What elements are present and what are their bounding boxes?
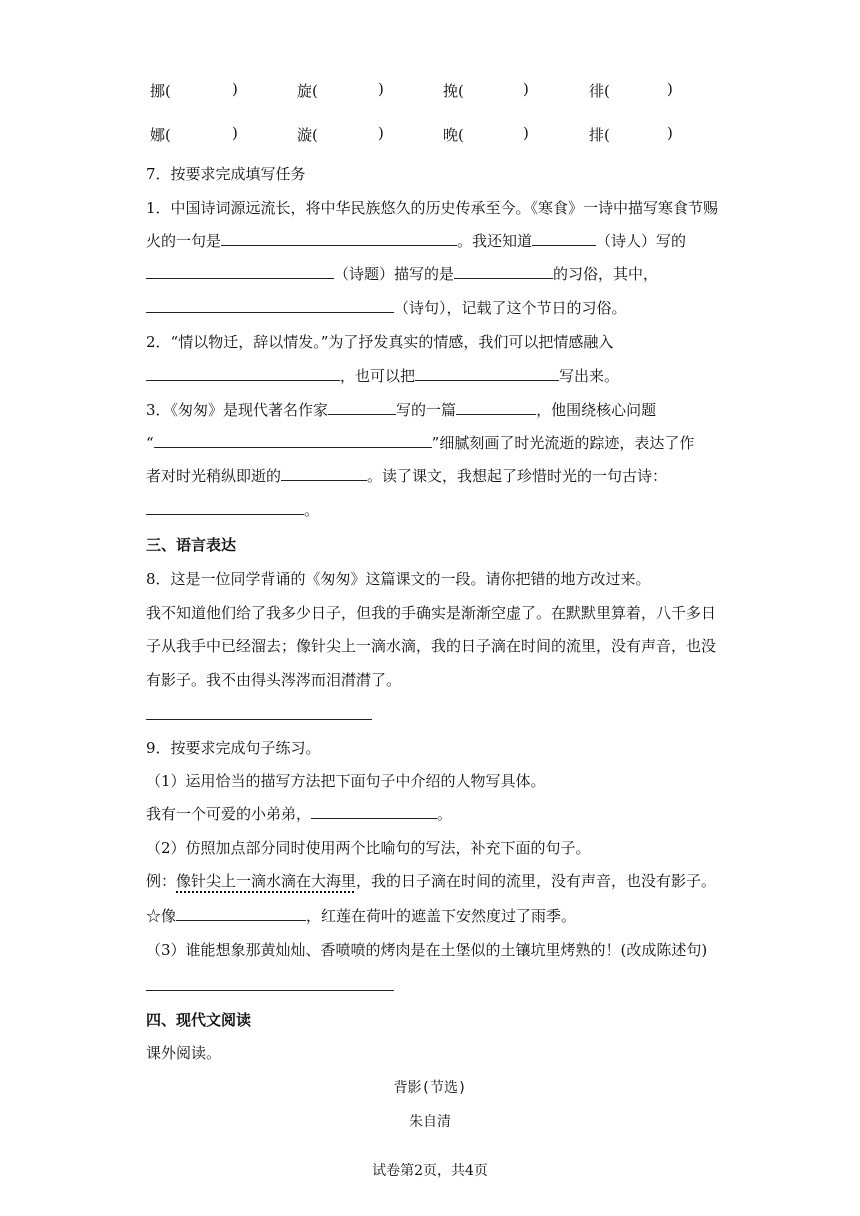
char-item: 挪( (150, 82, 171, 100)
q7-title: 7．按要求完成填写任务 (146, 165, 306, 183)
text: 例： (146, 872, 177, 890)
text: 。我还知道 (457, 232, 533, 250)
blank[interactable] (454, 264, 553, 279)
blank[interactable] (146, 298, 394, 313)
text: 的习俗，其中， (553, 265, 659, 283)
blank[interactable] (456, 400, 536, 415)
char-item: 挽( (443, 82, 464, 100)
char-paren: ) (378, 124, 384, 142)
text: 。读了课文，我想起了珍惜时光的一句古诗： (367, 467, 668, 485)
q7-p3-line1 (146, 400, 656, 420)
reading-intro: 课外阅读。 (146, 1044, 222, 1062)
q7-p3-line2 (146, 433, 694, 453)
char-paren: ) (232, 124, 238, 142)
blank[interactable] (221, 231, 457, 246)
char-paren: ) (667, 80, 673, 98)
text: ，也可以把 (340, 367, 416, 385)
article-author: 朱自清 (409, 1114, 451, 1130)
text: （诗句），记载了这个节日的习俗。 (394, 299, 627, 317)
article-title: 背影(节选) (393, 1080, 467, 1096)
q9-part3-answer-line[interactable] (146, 990, 394, 991)
blank[interactable] (176, 906, 306, 921)
dotted-text: 像针尖上一滴水滴在大海里 (176, 872, 357, 890)
char-paren: ) (667, 124, 673, 142)
q8-passage-line: 有影子。我不由得头涔涔而泪潸潸了。 (146, 671, 402, 689)
char-paren: ) (232, 80, 238, 98)
text: ☆像 (146, 907, 177, 925)
q8-passage-line: 子从我手中已经溜去；像针尖上一滴水滴，我的日子滴在时间的流里，没有声音，也没 (146, 637, 717, 655)
text: 火的一句是 (146, 232, 222, 250)
q7-p2-line1: 2．“情以物迁，辞以情发。”为了抒发真实的情感，我们可以把情感融入 (146, 333, 614, 351)
q7-p3-line4 (146, 500, 319, 520)
q7-p1-line1: 1．中国诗词源远流长，将中华民族悠久的历史传承至今。《寒食》一诗中描写寒食节赐 (146, 199, 719, 217)
text: 写的一篇 (396, 401, 457, 419)
q9-part1-answer (146, 804, 452, 824)
text: ，他围绕核心问题 (536, 401, 657, 419)
char-paren: ) (378, 80, 384, 98)
q8-answer-line[interactable] (146, 719, 372, 720)
blank[interactable] (415, 366, 559, 381)
section-heading: 三、语言表达 (146, 536, 237, 554)
char-item: 旋( (297, 82, 318, 100)
q9-title: 9．按要求完成句子练习。 (146, 739, 321, 757)
q9-part1: （1）运用恰当的描写方法把下面句子中介绍的人物写具体。 (146, 772, 546, 790)
text: ”细腻刻画了时光流逝的踪迹，表达了作 (431, 434, 695, 452)
char-item: 娜( (150, 126, 171, 144)
q7-p2-line2 (146, 366, 619, 386)
q9-part2: （2）仿照加点部分同时使用两个比喻句的写法，补充下面的句子。 (146, 839, 591, 857)
text: 者对时光稍纵即逝的 (146, 467, 282, 485)
text: 3．《匆匆》是现代著名作家 (146, 401, 329, 419)
text: （诗人）写的 (596, 232, 687, 250)
blank[interactable] (328, 400, 396, 415)
text: ，我的日子滴在时间的流里，没有声音，也没有影子。 (356, 872, 717, 890)
text: 写出来。 (559, 367, 620, 385)
q8-title: 8．这是一位同学背诵的《匆匆》这篇课文的一段。请你把错的地方改过来。 (146, 570, 651, 588)
text: （诗题）描写的是 (334, 265, 455, 283)
blank[interactable] (311, 804, 437, 819)
q9-part2-example (146, 871, 716, 891)
char-paren: ) (523, 80, 529, 98)
q9-part3: （3）谁能想象那黄灿灿、香喷喷的烤肉是在土堡似的土镶坑里烤熟的！(改成陈述句) (146, 941, 708, 959)
text: ，红莲在荷叶的遮盖下安然度过了雨季。 (306, 907, 577, 925)
q8-passage-line: 我不知道他们给了我多少日子，但我的手确实是渐渐空虚了。在默默里算着，八千多日 (146, 604, 717, 622)
char-item: 漩( (297, 126, 318, 144)
blank[interactable] (146, 366, 340, 381)
text: “ (146, 434, 154, 452)
q7-p3-line3 (146, 466, 667, 486)
text: 。 (437, 805, 453, 823)
char-item: 晚( (443, 126, 464, 144)
q7-p1-line4 (146, 298, 627, 318)
q7-p1-line3 (146, 264, 658, 284)
char-item: 徘( (589, 82, 610, 100)
q7-p1-line2 (146, 231, 686, 251)
char-item: 排( (589, 126, 610, 144)
blank[interactable] (146, 264, 334, 279)
char-paren: ) (523, 124, 529, 142)
q9-part2-answer (146, 906, 576, 926)
page-footer: 试卷第2页，共4页 (372, 1163, 488, 1179)
blank[interactable] (281, 466, 367, 481)
text: 。 (304, 501, 320, 519)
blank[interactable] (532, 231, 596, 246)
text: 我有一个可爱的小弟弟， (146, 805, 312, 823)
blank[interactable] (146, 500, 304, 515)
blank[interactable] (154, 433, 432, 448)
section-heading: 四、现代文阅读 (146, 1011, 252, 1029)
